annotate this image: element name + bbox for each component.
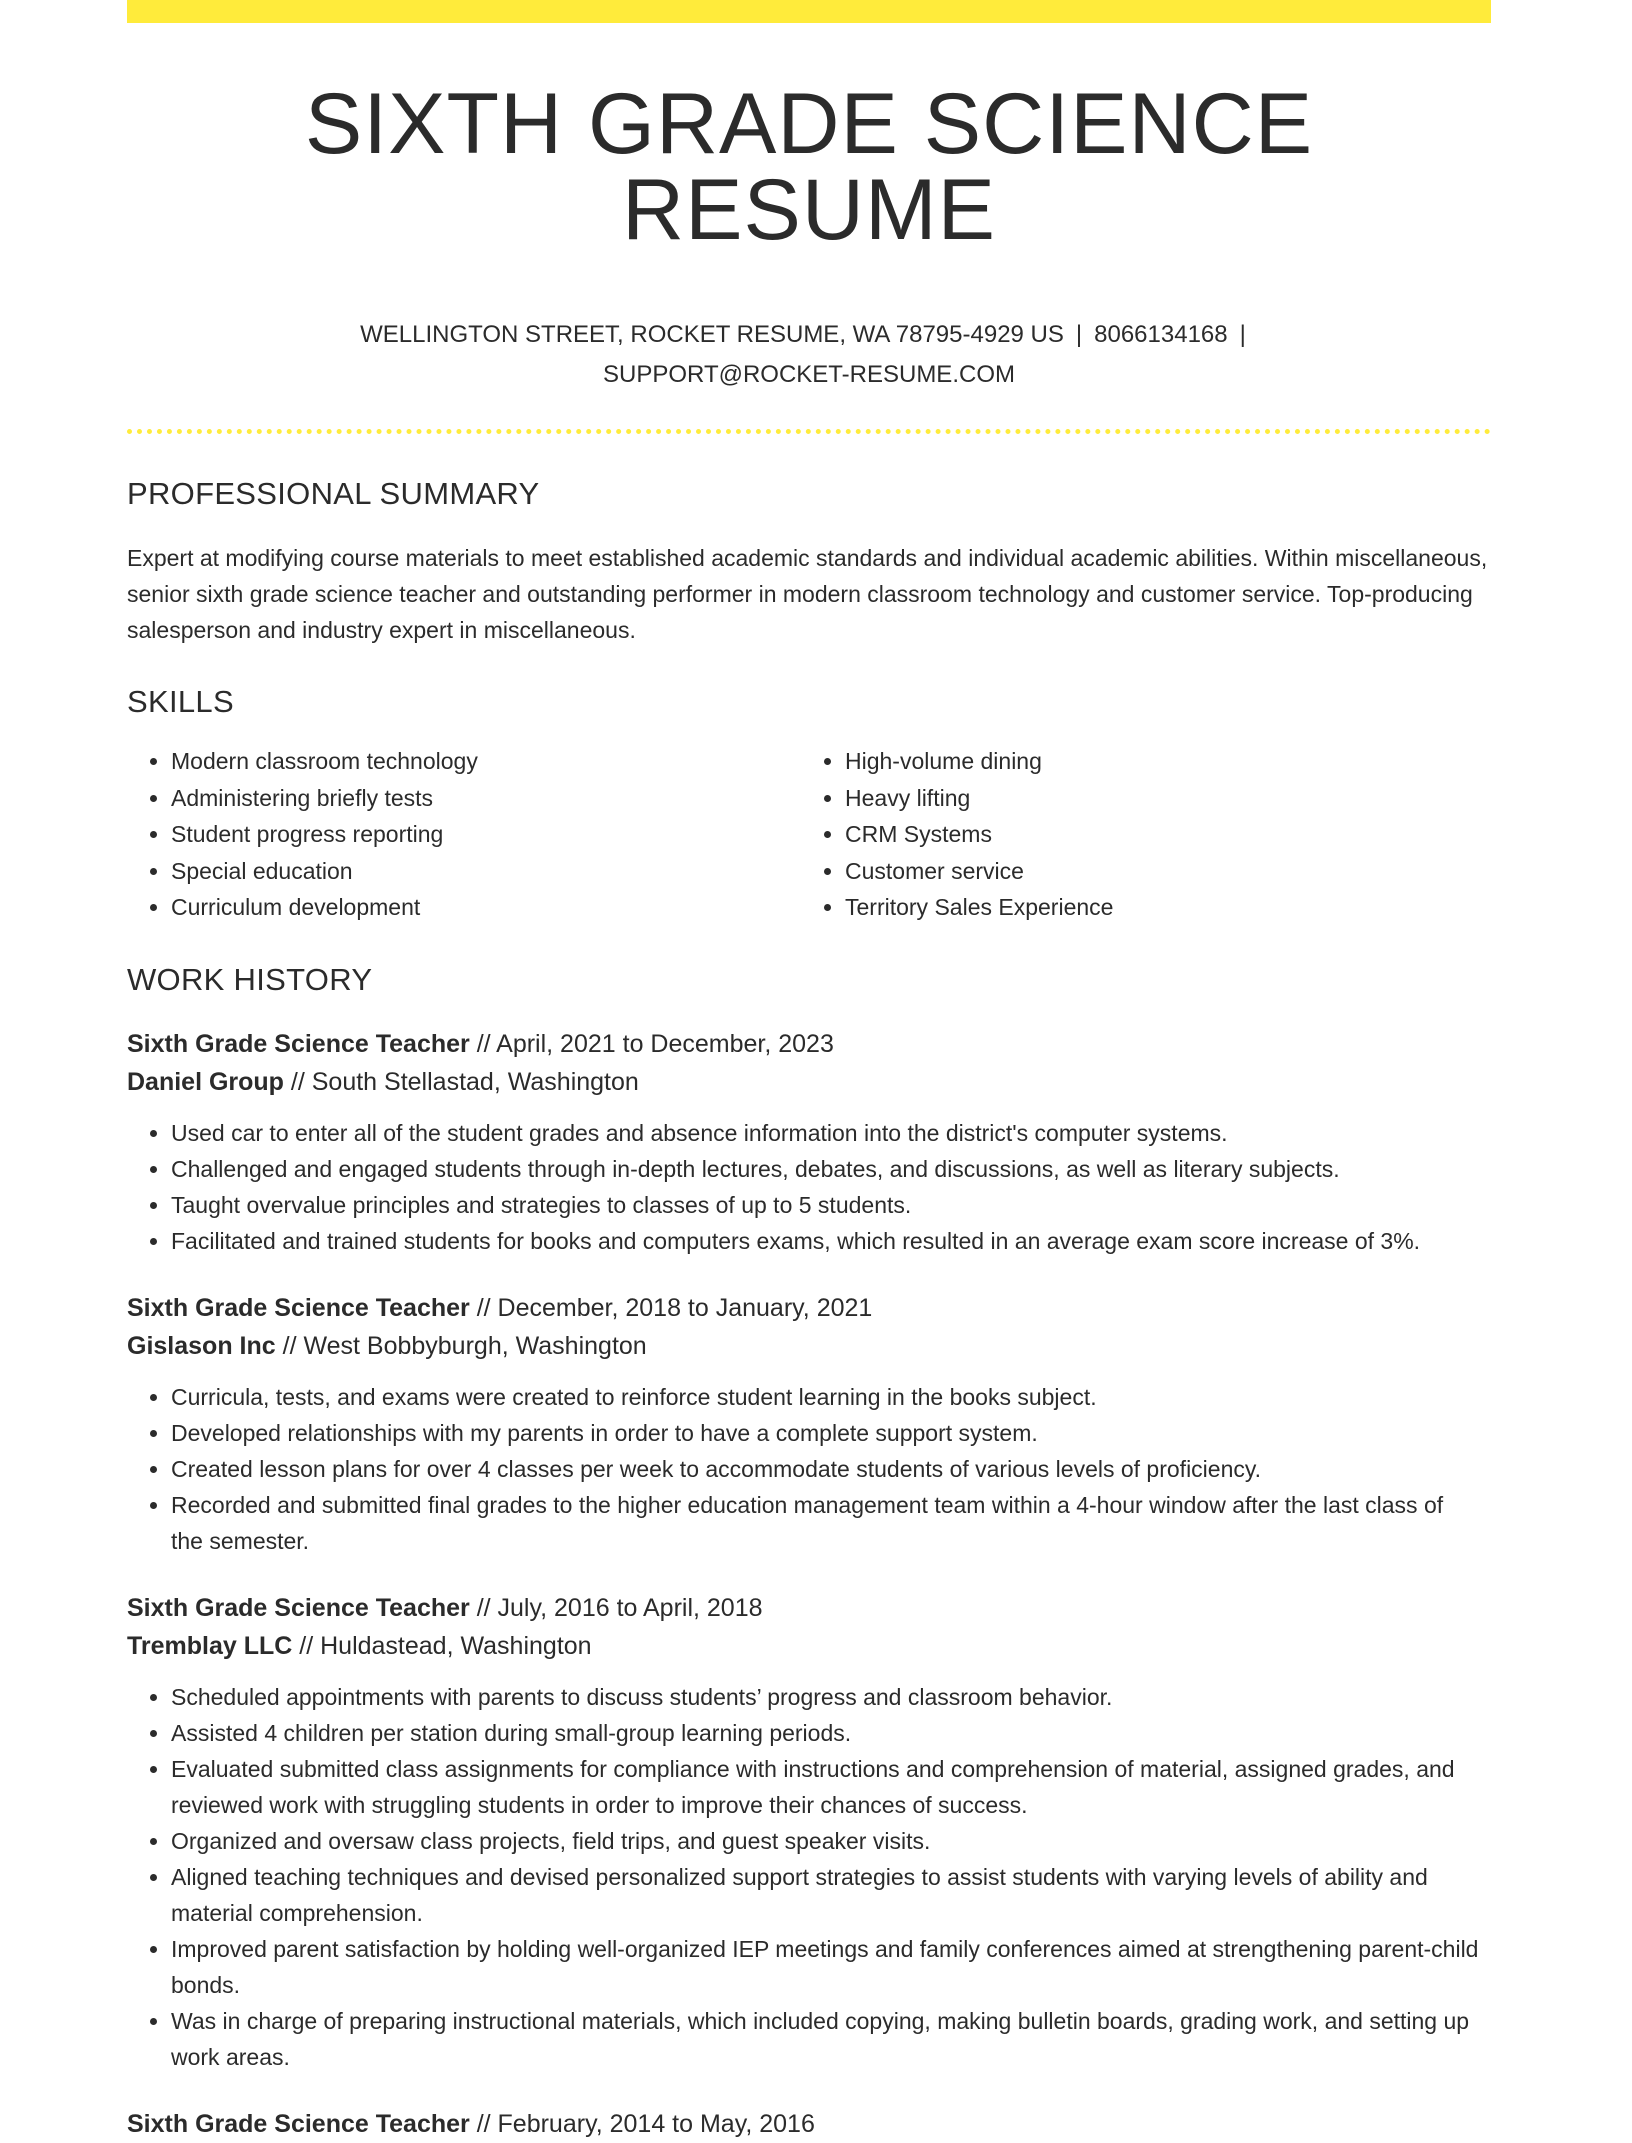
- job-bullet: • Taught overvalue principles and strategies to classes of up to 5 students.: [171, 1187, 1491, 1223]
- job-role: Sixth Grade Science Teacher: [127, 1029, 470, 1058]
- contact-separator: |: [1075, 321, 1083, 348]
- job-title-line: [127, 1589, 1491, 1627]
- phone-text: 8066134168: [1094, 321, 1228, 348]
- job-role: Sixth Grade Science Teacher: [127, 1593, 470, 1622]
- job-company: Gislason Inc: [127, 1331, 276, 1360]
- job-bullet: • Facilitated and trained students for books and computers exams, which resulted in an average exam score increase of 3%.: [171, 1223, 1491, 1259]
- job-bullet: • Curricula, tests, and exams were created to reinforce student learning in the books subject.: [171, 1379, 1491, 1415]
- dotted-divider: [127, 429, 1491, 434]
- work-history-heading: WORK HISTORY: [127, 961, 373, 997]
- skill-item: • Customer service: [845, 853, 1475, 890]
- skill-item: • High-volume dining: [845, 743, 1475, 780]
- resume-page: [127, 0, 1491, 2143]
- summary-text: Expert at modifying course materials to meet established academic standards and individual academic abilities. Within miscellaneous, senior sixth grade science teacher and outstanding performer in modern classroom technology and customer service. Top-producing salesperson and industry expert in miscellaneous.: [127, 545, 1488, 643]
- contact-info: [127, 315, 1491, 395]
- job-dates: // February, 2014 to May, 2016: [469, 2109, 815, 2138]
- job-bullets: [127, 1679, 1491, 2075]
- job-bullet: • Was in charge of preparing instructional materials, which included copying, making bulletin boards, grading work, and setting up work areas.: [171, 2003, 1491, 2075]
- skills-heading: SKILLS: [127, 684, 234, 719]
- job-dates: // December, 2018 to January, 2021: [469, 1293, 873, 1322]
- job-company-line: [127, 1063, 1491, 1101]
- job-bullet: • Used car to enter all of the student grades and absence information into the district's computer systems.: [171, 1115, 1491, 1151]
- job-bullet: • Challenged and engaged students through in-depth lectures, debates, and discussions, as well as literary subjects.: [171, 1151, 1491, 1187]
- job-bullet: • Recorded and submitted final grades to the higher education management team within a 4-hour window after the last class of the semester.: [171, 1487, 1491, 1559]
- job-company-line: [127, 1327, 1491, 1365]
- resume-title: SIXTH GRADE SCIENCE RESUME: [304, 76, 1314, 258]
- job-bullet: • Aligned teaching techniques and devised personalized support strategies to assist students with varying levels of ability and material comprehension.: [171, 1859, 1491, 1931]
- job-bullets: [127, 1115, 1491, 1259]
- job-bullet: • Scheduled appointments with parents to discuss students’ progress and classroom behavior.: [171, 1679, 1491, 1715]
- address-text: WELLINGTON STREET, ROCKET RESUME, WA 78795-4929 US: [360, 321, 1064, 348]
- job-title-line: [127, 2105, 1491, 2143]
- job-company: Daniel Group: [127, 1067, 284, 1096]
- job-entry: [127, 1589, 1491, 2075]
- skill-item: • Student progress reporting: [171, 816, 801, 853]
- contact-separator: |: [1239, 321, 1246, 348]
- job-dates: // April, 2021 to December, 2023: [469, 1029, 834, 1058]
- summary-heading: PROFESSIONAL SUMMARY: [127, 476, 540, 511]
- job-entry: [127, 1025, 1491, 1259]
- job-title-line: [127, 1289, 1491, 1327]
- job-role: Sixth Grade Science Teacher: [127, 1293, 470, 1322]
- job-title-line: [127, 1025, 1491, 1063]
- job-bullet: • Assisted 4 children per station during small-group learning periods.: [171, 1715, 1491, 1751]
- accent-top-bar: [127, 0, 1491, 23]
- skill-item: • Curriculum development: [171, 889, 801, 926]
- job-company: Tremblay LLC: [127, 1631, 293, 1660]
- skill-item: • CRM Systems: [845, 816, 1475, 853]
- job-bullet: • Developed relationships with my parents in order to have a complete support system.: [171, 1415, 1491, 1451]
- skill-item: • Administering briefly tests: [171, 780, 801, 817]
- job-bullet: • Created lesson plans for over 4 classes per week to accommodate students of various levels of proficiency.: [171, 1451, 1491, 1487]
- job-entry: [127, 2105, 1491, 2143]
- skill-item: • Heavy lifting: [845, 780, 1475, 817]
- job-dates: // July, 2016 to April, 2018: [469, 1593, 763, 1622]
- job-role: Sixth Grade Science Teacher: [127, 2109, 470, 2138]
- email-text: SUPPORT@ROCKET-RESUME.COM: [603, 361, 1015, 388]
- job-location: // West Bobbyburgh, Washington: [275, 1331, 647, 1360]
- job-bullet: • Improved parent satisfaction by holding well-organized IEP meetings and family conferences aimed at strengthening parent-child bonds.: [171, 1931, 1491, 2003]
- skills-list: [127, 743, 1491, 926]
- job-company-line: [127, 1627, 1491, 1665]
- skill-item: • Territory Sales Experience: [845, 889, 1475, 926]
- skill-item: • Special education: [171, 853, 801, 890]
- job-location: // South Stellastad, Washington: [283, 1067, 639, 1096]
- job-bullet: • Organized and oversaw class projects, field trips, and guest speaker visits.: [171, 1823, 1491, 1859]
- skills-column-left: [127, 743, 801, 926]
- skills-column-right: [801, 743, 1475, 926]
- job-entry: [127, 1289, 1491, 1559]
- job-bullet: • Evaluated submitted class assignments for compliance with instructions and comprehension of material, assigned grades, and reviewed work with struggling students in order to improve their chances of success.: [171, 1751, 1491, 1823]
- skill-item: • Modern classroom technology: [171, 743, 801, 780]
- job-location: // Huldastead, Washington: [292, 1631, 592, 1660]
- job-bullets: [127, 1379, 1491, 1559]
